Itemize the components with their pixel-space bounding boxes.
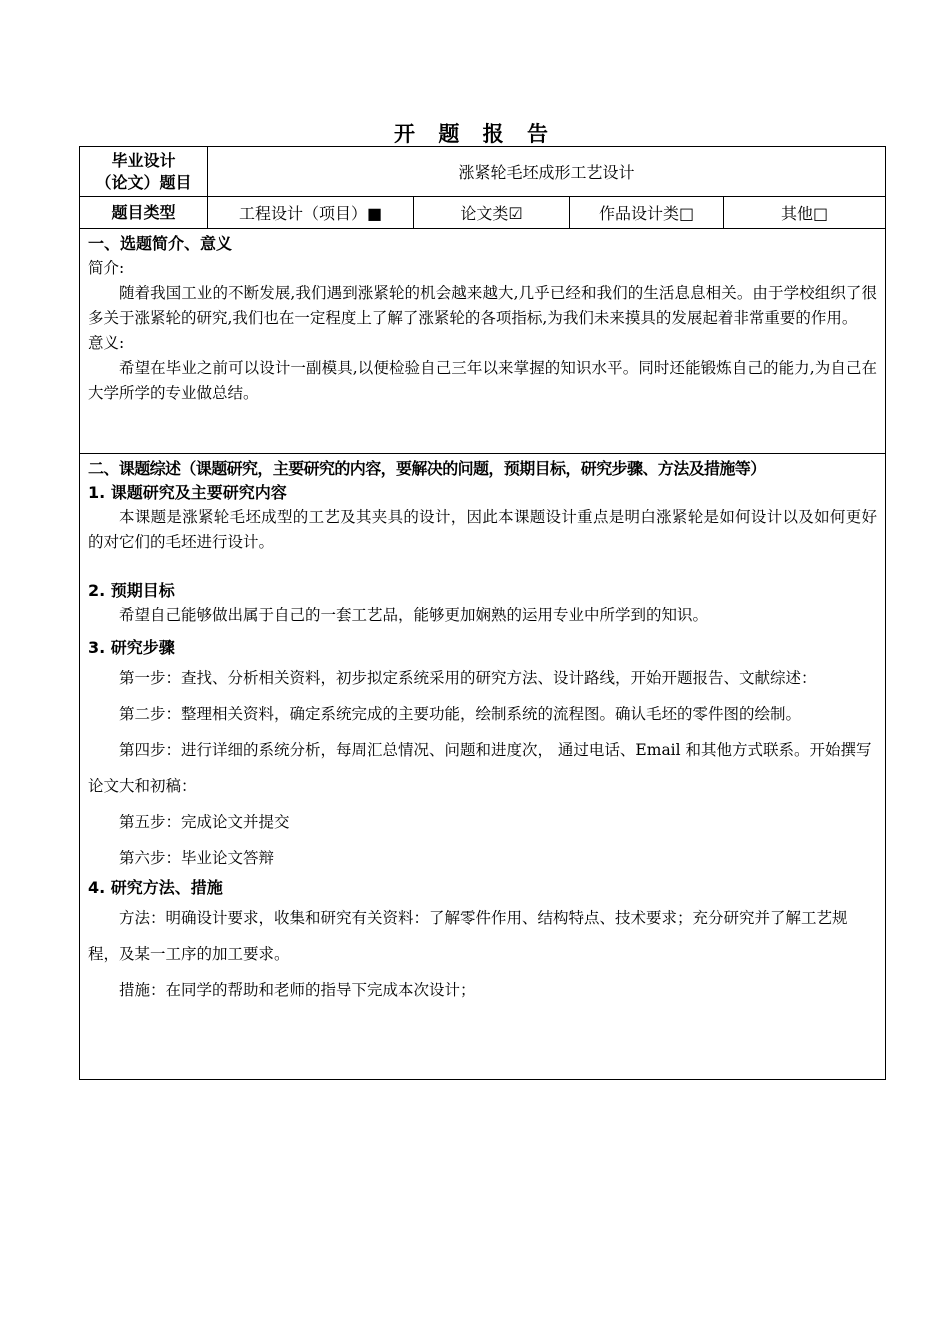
page-title: 开 题 报 告 [394,122,556,146]
type-label: 题目类型 [80,197,208,229]
measure-text: 措施：在同学的帮助和老师的指导下完成本次设计； [119,981,476,999]
type-option-work-design: 作品设计类□ [570,197,724,229]
type-option-thesis: 论文类☑ [414,197,570,229]
topic-label-line1: 毕业设计 [111,150,176,170]
step-item: 第五步：完成论文并提交 [119,813,290,831]
step-item: 第六步：毕业论文答辩 [119,849,275,867]
step-item: 第四步：进行详细的系统分析，每周汇总情况、问题和进度次， 通过电话、Email 和其他方式联系。开始撰写论文大和初稿： [88,741,872,795]
section2-heading: 二、课题综述（课题研究，主要研究的内容，要解决的问题，预期目标，研究步骤、方法及措施等） [88,459,766,478]
intro-label: 简介: [88,259,125,277]
section1-row [80,229,886,454]
intro-text: 随着我国工业的不断发展,我们遇到涨紧轮的机会越来越大,几乎已经和我们的生活息息相关。由于学校组织了很多关于涨紧轮的研究,我们也在一定程度上了解了涨紧轮的各项指标,为我们未来摸具的发展起着非常重要的作用。 [88,284,878,327]
step-item: 第一步：查找、分析相关资料，初步拟定系统采用的研究方法、设计路线，开始开题报告、文献综述： [119,669,817,687]
meaning-label: 意义: [88,334,125,352]
sub4-heading: 4. 研究方法、措施 [88,878,223,897]
sub2-text: 希望自己能够做出属于自己的一套工艺品，能够更加娴熟的运用专业中所学到的知识。 [119,606,709,624]
type-option-engineering: 工程设计（项目）■ [208,197,414,229]
type-row [80,197,886,229]
section2-row [80,454,886,1080]
type-option-other: 其他□ [724,197,886,229]
section1-cell [80,229,886,454]
meaning-text: 希望在毕业之前可以设计一副模具,以便检验自己三年以来掌握的知识水平。同时还能锻炼自己的能力,为自己在大学所学的专业做总结。 [88,359,878,402]
section1-heading: 一、选题简介、意义 [88,234,233,253]
sub2-heading: 2. 预期目标 [88,581,175,600]
sub1-text: 本课题是涨紧轮毛坯成型的工艺及其夹具的设计，因此本课题设计重点是明白涨紧轮是如何设计以及如何更好的对它们的毛坯进行设计。 [88,508,878,551]
method-text: 方法：明确设计要求，收集和研究有关资料：了解零件作用、结构特点、技术要求；充分研究并了解工艺规程，及某一工序的加工要求。 [88,909,848,963]
section2-cell [80,454,886,1080]
topic-label-line2: （论文）题目 [95,172,192,192]
report-table [79,146,886,1080]
topic-label-cell [80,147,208,197]
sub1-heading: 1. 课题研究及主要研究内容 [88,483,287,502]
topic-value: 涨紧轮毛坯成形工艺设计 [208,147,886,197]
topic-row [80,147,886,197]
step-item: 第二步：整理相关资料，确定系统完成的主要功能，绘制系统的流程图。确认毛坯的零件图的绘制。 [119,705,802,723]
sub3-heading: 3. 研究步骤 [88,638,175,657]
